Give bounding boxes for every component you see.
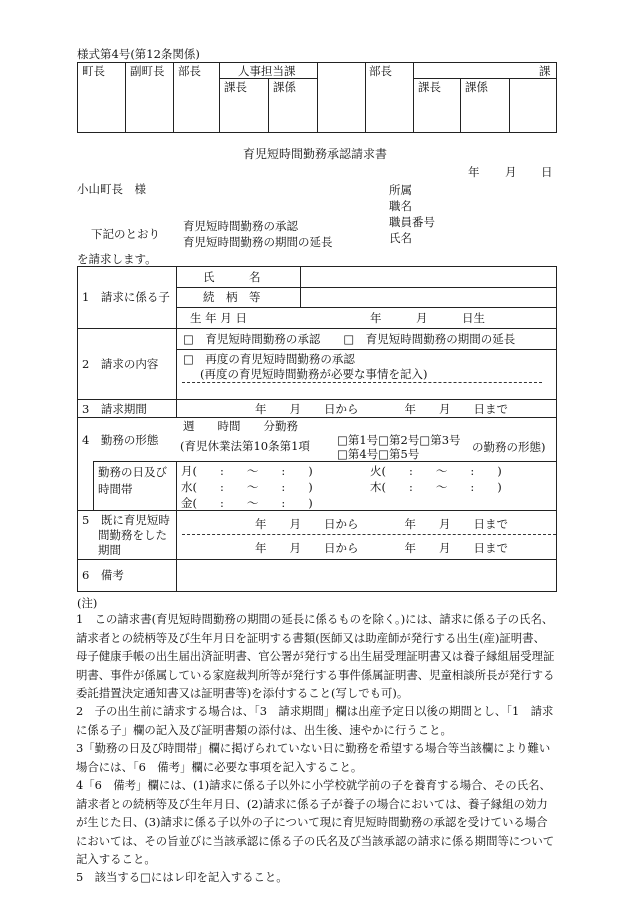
stamp-hr-chief: 課長 bbox=[224, 80, 247, 94]
date-day: 日 bbox=[541, 165, 553, 179]
work-form-items-1: □第1号□第2号□第3号 bbox=[337, 433, 461, 447]
request-tail: を請求します。 bbox=[77, 252, 157, 266]
schedule-monday: 月( : 〜 : ) bbox=[181, 464, 313, 478]
row-past-period-label-2: 間勤務をした bbox=[98, 528, 167, 542]
stamp-section-staff: 課係 bbox=[465, 80, 488, 94]
date-year: 年 bbox=[468, 165, 480, 179]
row-work-form-label: 4 勤務の形態 bbox=[82, 433, 159, 447]
note-1: 1 この請求書(育児短時間勤務の期間の延長に係るものを除く。)には、請求に係る子の氏名、請求者との続柄等及び生年月日を証明する書類(医師又は助産師が発行する出生(産)証明書、母子健康手帳の出生届出済証明書、官公署が発行する出生届受理証明書又は養子縁組届受理証明書、事件が係属している家庭裁判所等が発行する事件係属証明書、児童相談所長が発行する委託措置決定通知書又は証明書等)を添付すること(写しでも可)。 bbox=[76, 612, 555, 700]
applicant-staff-no-label: 職員番号 bbox=[389, 215, 435, 229]
schedule-label-1: 勤務の日及び bbox=[98, 465, 167, 479]
stamp-mayor: 町長 bbox=[82, 64, 105, 78]
row-remarks-label: 6 備考 bbox=[82, 568, 124, 582]
note-2: 2 子の出生前に請求する場合は、「3 請求期間」欄は出産予定日以後の期間とし、「1 請求に係る子」欄の記入及び証明書類の添付は、出生後、速やかに行うこと。 bbox=[76, 704, 554, 737]
request-lead: 下記のとおり bbox=[91, 227, 160, 241]
past-period-2: 年 月 日から 年 月 日まで bbox=[255, 541, 508, 555]
stamp-vice-mayor: 副町長 bbox=[130, 64, 165, 78]
work-form-law: (育児休業法第10条第1項 bbox=[180, 439, 310, 453]
work-form-suffix: の勤務の形態) bbox=[472, 440, 546, 454]
stamp-section: 課 bbox=[539, 64, 551, 78]
schedule-friday: 金( : 〜 : ) bbox=[181, 496, 313, 510]
stamp-section-chief: 課長 bbox=[418, 80, 441, 94]
stamp-director: 部長 bbox=[178, 64, 201, 78]
child-name-label: 氏 名 bbox=[203, 270, 261, 284]
note-3: 3「勤務の日及び時間帯」欄に掲げられていない日に勤務を希望する場合等当該欄により難い場合には、「6 備考」欄に必要な事項を記入すること。 bbox=[76, 741, 551, 774]
content-options: □ 育児短時間勤務の承認 □ 育児短時間勤務の期間の延長 bbox=[183, 332, 516, 346]
row-past-period-label-1: 5 既に育児短時 bbox=[82, 513, 170, 527]
schedule-thursday: 木( : 〜 : ) bbox=[370, 480, 502, 494]
content-reapproval: □ 再度の育児短時間勤務の承認 bbox=[183, 352, 355, 366]
row-period-label: 3 請求期間 bbox=[82, 402, 147, 416]
child-relation-label: 続 柄 等 bbox=[203, 290, 261, 304]
form-label: 様式第4号(第12条関係) bbox=[77, 47, 200, 61]
work-form-week: 週 時間 分勤務 bbox=[183, 419, 298, 433]
applicant-name-label: 氏名 bbox=[389, 231, 412, 245]
past-period-1: 年 月 日から 年 月 日まで bbox=[255, 517, 508, 531]
request-option-approval: 育児短時間勤務の承認 bbox=[183, 219, 298, 233]
work-form-items-2: □第4号□第5号 bbox=[337, 447, 420, 461]
content-reapproval-reason: (再度の育児短時間勤務が必要な事情を記入) bbox=[200, 367, 428, 381]
date-month: 月 bbox=[505, 165, 517, 179]
schedule-label-2: 時間帯 bbox=[98, 482, 133, 496]
notes-heading: (注) bbox=[77, 596, 98, 610]
schedule-wednesday: 水( : 〜 : ) bbox=[181, 480, 313, 494]
applicant-position-label: 職名 bbox=[389, 199, 412, 213]
row-child-label: 1 請求に係る子 bbox=[82, 290, 170, 304]
child-birth-value: 年 月 日生 bbox=[370, 311, 485, 325]
period-value: 年 月 日から 年 月 日まで bbox=[255, 402, 508, 416]
row-past-period-label-3: 期間 bbox=[98, 543, 121, 557]
note-5: 5 該当する□にはレ印を記入すること。 bbox=[76, 870, 288, 884]
stamp-hr-section: 人事担当課 bbox=[238, 64, 296, 78]
stamp-director-2: 部長 bbox=[369, 64, 392, 78]
row-content-label: 2 請求の内容 bbox=[82, 357, 159, 371]
schedule-tuesday: 火( : 〜 : ) bbox=[370, 464, 502, 478]
applicant-dept-label: 所属 bbox=[389, 183, 412, 197]
request-option-extension: 育児短時間勤務の期間の延長 bbox=[183, 235, 333, 249]
stamp-hr-staff: 課係 bbox=[273, 80, 296, 94]
document-title: 育児短時間勤務承認請求書 bbox=[242, 147, 387, 161]
child-birth-label: 生 年 月 日 bbox=[190, 311, 247, 325]
addressee: 小山町長 様 bbox=[77, 182, 146, 196]
note-4: 4「6 備考」欄には、(1)請求に係る子以外に小学校就学前の子を養育する場合、その氏名、請求者との続柄等及び生年月日、(2)請求に係る子が養子の場合においては、養子縁組の効力が生じた日、(3)請求に係る子以外の子について現に育児短時間勤務の承認を受けている場合においては、その旨並びに当該承認に係る子の氏名及び当該承認の請求に係る期間等について記入すること。 bbox=[76, 778, 555, 866]
